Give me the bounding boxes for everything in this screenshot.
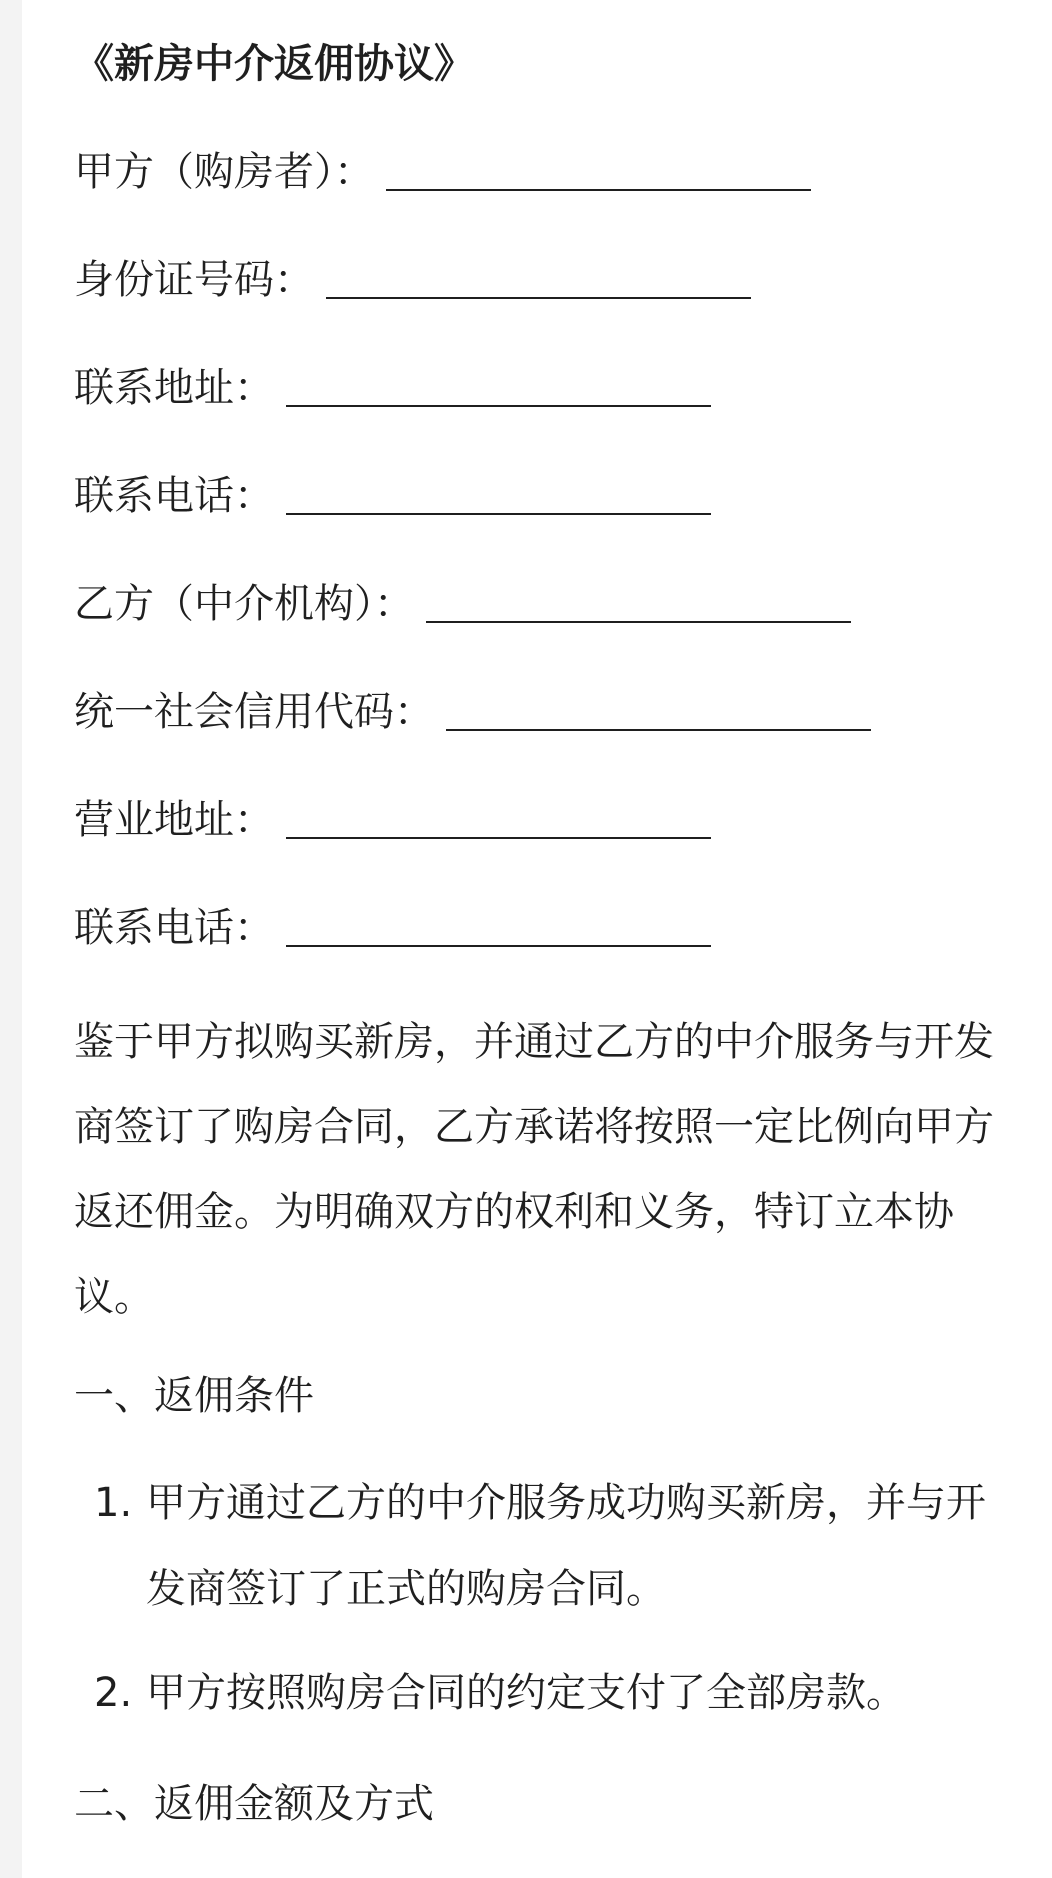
blank-line[interactable] bbox=[286, 905, 711, 947]
section-heading-rebate-conditions: 一、返佣条件 bbox=[74, 1373, 314, 1419]
field-label: 乙方（中介机构）： bbox=[74, 581, 414, 627]
document-title: 《新房中介返佣协议》 bbox=[74, 41, 474, 87]
left-gutter bbox=[0, 0, 22, 1878]
list-item bbox=[74, 1460, 1014, 1632]
blank-line[interactable] bbox=[286, 797, 711, 839]
party-a-address-field bbox=[74, 360, 711, 416]
blank-line[interactable] bbox=[326, 257, 751, 299]
blank-line[interactable] bbox=[426, 581, 851, 623]
party-a-field bbox=[74, 144, 811, 200]
field-label: 联系地址： bbox=[74, 365, 274, 411]
field-label: 联系电话： bbox=[74, 473, 274, 519]
id-number-field bbox=[74, 252, 751, 308]
rebate-conditions-list bbox=[74, 1460, 1014, 1736]
field-label: 身份证号码： bbox=[74, 257, 314, 303]
field-label: 甲方（购房者）： bbox=[74, 149, 374, 195]
section-heading-rebate-amount: 二、返佣金额及方式 bbox=[74, 1781, 434, 1827]
field-label: 营业地址： bbox=[74, 797, 274, 843]
business-address-field bbox=[74, 792, 711, 848]
blank-line[interactable] bbox=[286, 365, 711, 407]
party-b-field bbox=[74, 576, 851, 632]
list-number: 2. bbox=[94, 1670, 133, 1716]
blank-line[interactable] bbox=[286, 473, 711, 515]
list-item-text: 甲方按照购房合同的约定支付了全部房款。 bbox=[146, 1670, 906, 1716]
party-a-phone-field bbox=[74, 468, 711, 524]
party-b-phone-field bbox=[74, 900, 711, 956]
list-item-text: 甲方通过乙方的中介服务成功购买新房，并与开发商签订了正式的购房合同。 bbox=[146, 1480, 986, 1612]
intro-paragraph: 鉴于甲方拟购买新房，并通过乙方的中介服务与开发商签订了购房合同，乙方承诺将按照一定比例向甲方返还佣金。为明确双方的权利和义务，特订立本协议。 bbox=[74, 1019, 994, 1320]
field-label: 联系电话： bbox=[74, 905, 274, 951]
blank-line[interactable] bbox=[386, 149, 811, 191]
credit-code-field bbox=[74, 684, 871, 740]
field-label: 统一社会信用代码： bbox=[74, 689, 434, 735]
list-number: 1. bbox=[94, 1480, 133, 1526]
blank-line[interactable] bbox=[446, 689, 871, 731]
list-item bbox=[74, 1650, 1014, 1736]
